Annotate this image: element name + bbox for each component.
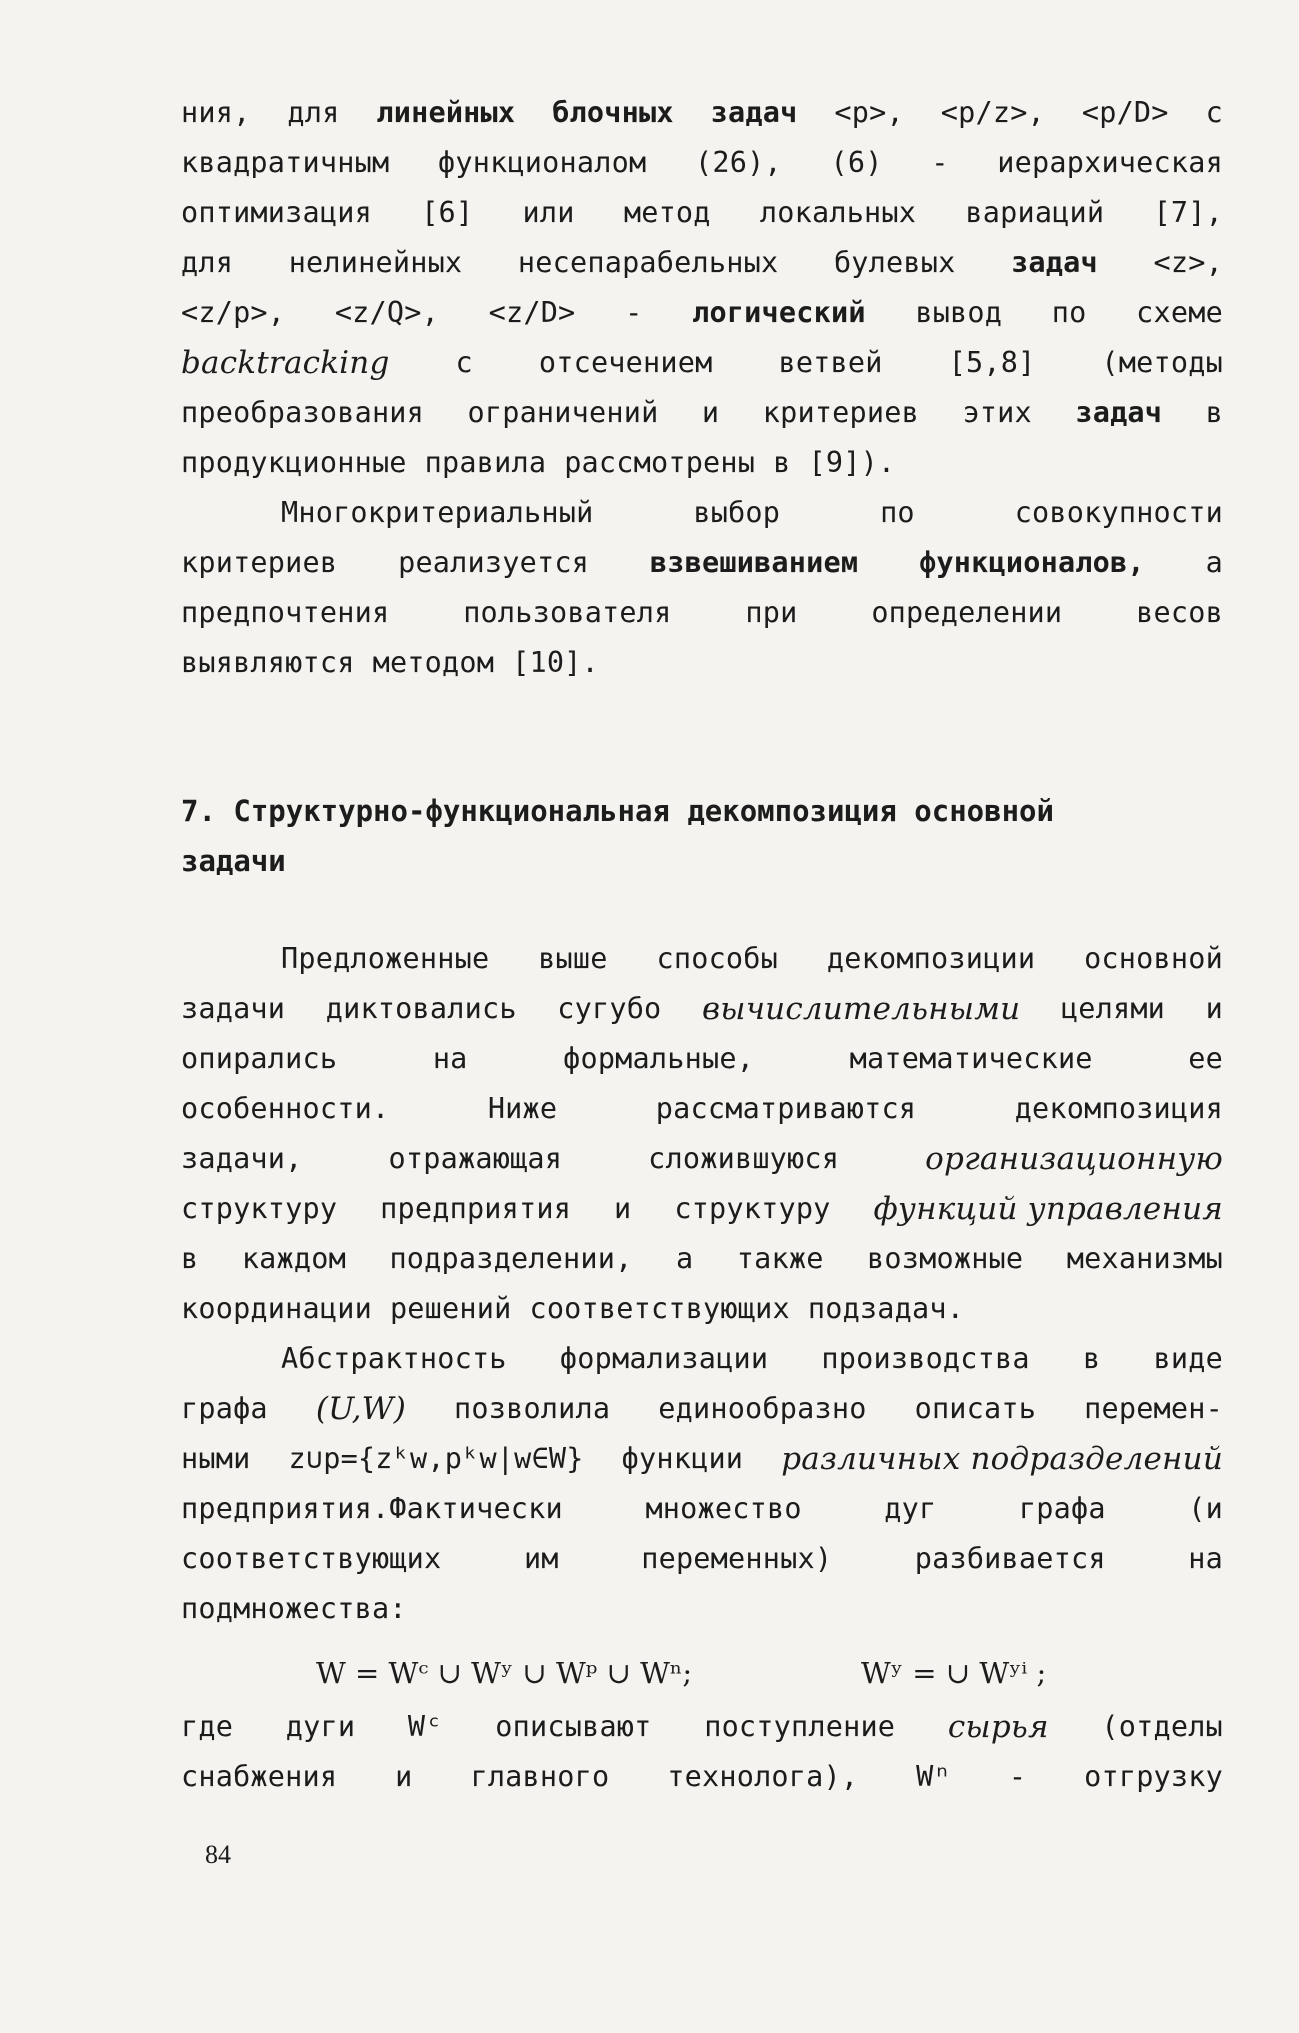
text-line [181,934,1223,984]
text-line [181,88,1223,138]
word: графа [1018,1492,1106,1525]
word: ветвей [778,346,883,379]
text-line [181,1034,1223,1084]
word: и [1205,992,1223,1025]
word: метод [623,196,711,229]
word: выявляются [181,646,355,679]
word: подзадач. [807,1292,965,1325]
word: соответствующих [529,1292,790,1325]
word: Ниже [487,1092,558,1125]
text-line [181,188,1223,238]
word: математические [849,1042,1093,1075]
word: рассматриваются [655,1092,917,1125]
word: Wᶜ [407,1710,443,1743]
word: поступление [704,1710,896,1743]
text-line [181,1134,1223,1184]
word: булевых [833,246,956,279]
word: главного [470,1760,610,1793]
word: продукционные [181,446,407,479]
word: диктовались [325,992,517,1025]
text-line [181,1084,1223,1134]
word: - [931,146,949,179]
word: отгрузку [1084,1760,1223,1793]
word: <z/Q>, [334,296,439,329]
text-line [181,438,1223,488]
word: задачи [181,992,286,1025]
word: производства [821,1342,1030,1375]
word: по [1051,296,1087,329]
word: нелинейных [288,246,463,279]
word: оптимизация [181,196,372,229]
text-line [181,138,1223,188]
word: а [1205,546,1223,579]
word: предпочтения [181,596,390,629]
text-line [181,538,1223,588]
page-number: 84 [205,1840,231,1869]
word: backtracking [181,345,390,381]
word: <z/p>, [181,296,286,329]
word: возможные [867,1242,1024,1275]
word: сугубо [557,992,662,1025]
paragraph-4 [181,1334,1223,1634]
word: для [287,96,340,129]
word: выше [538,942,608,975]
word: - [625,296,643,329]
word: позволила [454,1392,611,1425]
word: [7], [1153,196,1223,229]
word: структуру [674,1192,831,1225]
word: в [1205,396,1223,429]
word: механизмы [1066,1242,1223,1275]
heading-line: задачи [181,844,286,878]
formula-left: W = Wᶜ ∪ Wʸ ∪ Wᵖ ∪ Wⁿ; [316,1656,693,1690]
text-line [181,1534,1223,1584]
word: описывают [495,1710,652,1743]
word: функционалов, [919,546,1145,579]
word: этих [962,396,1032,429]
word: в [181,1242,199,1275]
word: подмножества: [181,1592,407,1625]
word: реализуется [398,546,590,579]
word: несепарабельных [517,246,779,279]
word: <z>, [1153,246,1223,279]
word: дуг [884,1492,937,1525]
text-line [181,338,1223,388]
word: Многокритериальный [281,496,594,529]
word: ограничений [467,396,659,429]
text-line [181,1234,1223,1284]
word: а [675,1242,694,1275]
word: с [455,346,473,379]
word: (26), [695,146,782,179]
word: сырья [947,1709,1049,1745]
word: иерархическая [997,146,1223,179]
word: - [1008,1760,1027,1793]
word: правила [424,446,547,479]
word: описать [914,1392,1037,1425]
word: схеме [1136,296,1223,329]
word: критериев [762,396,919,429]
word: критериев [181,546,338,579]
word: (6) [830,146,883,179]
word: формальные, [563,1042,755,1075]
paragraph-5 [181,1702,1223,1802]
word: весов [1136,596,1223,629]
text-line [181,488,1223,538]
text-line [181,1702,1223,1752]
word: подразделении, [389,1242,633,1275]
word: для [181,246,234,279]
word: ния, [181,96,251,129]
word: функционалом [438,146,647,179]
word: где [181,1710,234,1743]
word: выбор [693,496,781,529]
word: при [745,596,798,629]
word: дуги [285,1710,356,1743]
word: задач [1011,246,1098,279]
word: формализации [559,1342,769,1375]
word: на [432,1042,468,1075]
word: также [736,1242,824,1275]
word: разбивается [914,1542,1106,1575]
word: функции [621,1442,744,1475]
word: основной [1084,942,1223,975]
word: рассмотрены [564,446,756,479]
word: квадратичным [181,146,390,179]
word: локальных [759,196,917,229]
word: технолога), [667,1760,859,1793]
word: предприятия.Фактически [181,1492,563,1525]
word: ными [181,1442,251,1475]
word: методом [372,646,495,679]
word: структуру [181,1192,338,1225]
word: единообразно [658,1392,867,1425]
word: определении [871,596,1063,629]
word: функций управления [873,1191,1223,1227]
word: им [523,1542,559,1575]
word: и [614,1192,632,1225]
formula-right: Wʸ = ∪ Wʸⁱ ; [861,1656,1047,1690]
text-line [181,1584,1223,1634]
word: декомпозиции [826,942,1036,975]
word: [10]. [512,646,599,679]
text-line [181,388,1223,438]
text-line [181,288,1223,338]
word: отражающая [388,1142,563,1175]
word: z∪p={zᵏw,pᵏw|w∈W} [288,1442,584,1475]
word: целями [1060,992,1166,1025]
paragraph-1 [181,88,1223,488]
text-line [181,1752,1223,1802]
word: <p/z>, [940,96,1045,129]
section-heading [181,786,1223,886]
word: (отделы [1101,1710,1223,1743]
text-line [181,1284,1223,1334]
text-line [181,984,1223,1034]
word: (методы [1101,346,1223,379]
word: решений [389,1292,512,1325]
word: <p/D> [1081,96,1169,129]
word: графа [181,1392,268,1425]
text-line [181,1484,1223,1534]
word: <z/D> [488,296,576,329]
word: сложившуюся [648,1142,840,1175]
word: преобразования [181,396,425,429]
word: задачи, [181,1142,303,1175]
word: опирались [181,1042,338,1075]
word: предприятия [380,1192,572,1225]
word: соответствующих [181,1542,442,1575]
word: вычислительными [702,991,1021,1027]
word: на [1188,1542,1223,1575]
word: вариаций [965,196,1105,229]
word: или [522,196,575,229]
word: координации [181,1292,372,1325]
word: [6] [421,196,474,229]
text-line [181,1184,1223,1234]
word: ее [1188,1042,1223,1075]
word: отсечением [538,346,713,379]
word: Предложенные [281,942,490,975]
word: и [395,1760,413,1793]
word: переменных) [641,1542,833,1575]
word: Wⁿ [916,1760,951,1793]
word: <p>, [834,96,904,129]
word: линейных [376,96,516,129]
word: перемен- [1084,1392,1223,1425]
word: способы [656,942,779,975]
word: Абстрактность [281,1342,507,1375]
word: виде [1153,1342,1223,1375]
text-line [181,588,1223,638]
text-line [181,238,1223,288]
word: (U,W) [315,1391,406,1427]
word: [9]). [808,446,896,479]
word: пользователя [463,596,672,629]
word: задач [1075,396,1163,429]
word: снабжения [181,1760,338,1793]
word: с [1205,96,1223,129]
word: по [880,496,915,529]
word: в [1082,1342,1101,1375]
word: задач [710,96,798,129]
word: [5,8] [948,346,1036,379]
word: логический [692,296,866,329]
word: взвешиванием [649,546,859,579]
word: различных подразделений [781,1441,1223,1477]
word: в [773,446,791,479]
word: блочных [552,96,674,129]
text-line [181,1434,1223,1484]
word: множество [645,1492,802,1525]
word: (и [1188,1492,1223,1525]
set-partition-formula [181,1648,1223,1698]
word: особенности. [181,1092,390,1125]
paragraph-2 [181,488,1223,688]
text-line [181,638,1223,688]
text-line [181,1384,1223,1434]
word: организационную [925,1141,1223,1177]
word: совокупности [1014,496,1223,529]
word: и [701,396,720,429]
paragraph-3 [181,934,1223,1334]
heading-line: 7. Структурно-функциональная декомпозиция основной [181,794,1054,828]
text-line [181,1334,1223,1384]
word: каждом [241,1242,346,1275]
word: вывод [915,296,1003,329]
word: декомпозиция [1014,1092,1223,1125]
